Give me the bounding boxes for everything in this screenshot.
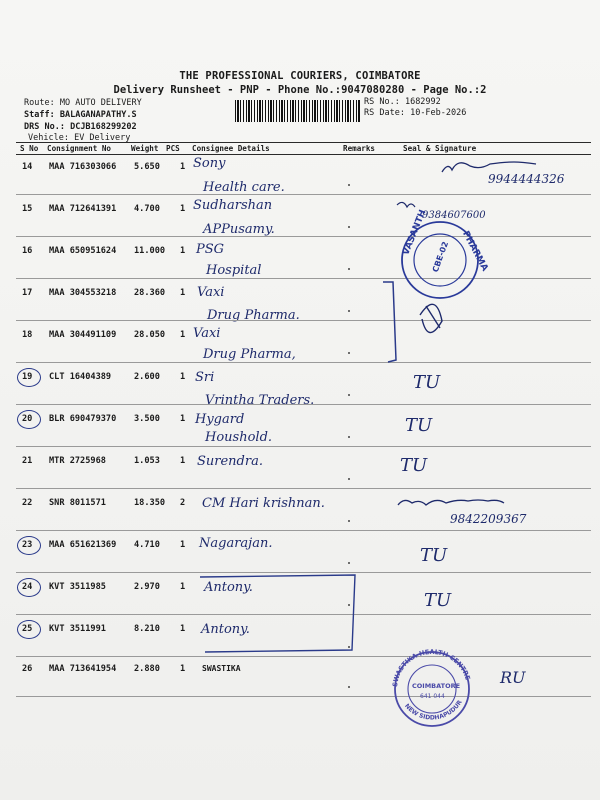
col-consignee: Consignee Details [192,144,270,153]
row-pcs: 1 [180,582,186,592]
row-consignment-no: CLT 16404389 [49,372,112,382]
row-signature: TU [413,372,441,393]
consignee-handwritten-line1: Hygard [195,412,245,427]
consignee-handwritten-line1: Sri [195,370,215,385]
drs-line: DRS No.: DCJB168299202 [24,122,137,132]
row-pcs: 1 [180,372,186,382]
row-consignment-no: MAA 304553218 [49,288,117,298]
row-weight: 2.600 [134,372,160,382]
vehicle-line: Vehicle: EV Delivery [28,133,131,143]
row-consignment-no: MAA 713641954 [49,664,117,674]
row-weight: 2.880 [134,664,160,674]
row-sno: 22 [22,498,33,508]
row-weight: 2.970 [134,582,160,592]
row-sno: 21 [22,456,33,466]
row-weight: 4.710 [134,540,160,550]
row-sno: 26 [22,664,33,674]
row-pcs: 1 [180,246,186,256]
row-signature: TU [400,455,428,476]
consignee-handwritten-line1: Vaxi [197,285,225,300]
stamp-swastika-bottom: NEW SIDDHAPUDUR [403,699,464,722]
row-sno: 23 [22,540,33,550]
row-signature: 9944444326 [488,172,565,186]
row-sno: 25 [22,624,33,634]
signature-scribble-15 [397,202,415,207]
rs-date-line: RS Date: 10-Feb-2026 [364,108,467,118]
consignee-handwritten-line2: Vrintha Traders. [205,393,315,408]
row-pcs: 1 [180,414,186,424]
rs-date-value: 10-Feb-2026 [410,108,467,118]
row-sno: 18 [22,330,33,340]
consignee-handwritten: CM Hari krishnan. [202,496,325,511]
stamp-swastika-ring: SWASTIKA HEALTH CENTRE [391,647,472,688]
row-sno: 24 [22,582,33,592]
row-weight: 28.050 [134,330,166,340]
consignee-handwritten: Antony. [201,622,250,637]
consignee-handwritten-line2: Drug Pharma, [203,347,296,362]
rs-no-line: RS No.: 1682992 [364,97,441,107]
stamp-vasanth-center: CBE-02 [430,240,451,274]
col-remarks: Remarks [343,144,376,153]
runsheet-title: Delivery Runsheet - PNP - Phone No.:9047080280 - Page No.:2 [113,84,487,96]
row-pcs: 1 [180,540,186,550]
consignee-handwritten-line2: Hospital [206,263,262,278]
stamp-vasanth-right: PHARMA [460,229,490,274]
consignee-handwritten-line1: Sudharshan [193,198,273,213]
row-weight: 8.210 [134,624,160,634]
row-signature: RU [500,668,526,687]
consignee-handwritten-line2: APPusamy. [203,222,275,237]
row-weight: 28.360 [134,288,166,298]
row-pcs: 1 [180,204,186,214]
stamp-vasanth-top: VASANTH [401,208,429,257]
row-pcs: 1 [180,162,186,172]
drs-value: DCJB168299202 [70,122,137,132]
row-weight: 1.053 [134,456,160,466]
row-weight: 3.500 [134,414,160,424]
stamp-swastika-center-1: COIMBATORE [412,682,461,690]
row-sno: 16 [22,246,33,256]
row-consignment-no: KVT 3511991 [49,624,106,634]
row-sno: 14 [22,162,33,172]
consignee-handwritten-line1: PSG [196,242,225,257]
consignee-handwritten-line2: Health care. [203,180,285,195]
signature-scribble-22 [398,500,504,505]
route-value: MO AUTO DELIVERY [59,98,142,108]
col-seal: Seal & Signature [403,144,477,153]
row-consignment-no: SNR 8011571 [49,498,106,508]
consignee-handwritten-line1: Vaxi [193,326,221,341]
row-signature: TU [420,545,448,566]
col-consignment: Consignment No [47,144,112,153]
col-pcs: PCS [166,144,180,153]
row-consignment-no: MAA 651621369 [49,540,117,550]
row-sno: 15 [22,204,33,214]
stamp-swastika [391,648,472,726]
row-consignment-no: MAA 712641391 [49,204,117,214]
row-signature: 9384607600 [422,210,486,221]
col-weight: Weight [131,144,159,153]
row-consignee: SWASTIKA [202,664,241,673]
consignee-handwritten-line1: Sony [193,156,226,171]
bracket-17-18 [383,282,396,362]
row-consignment-no: KVT 3511985 [49,582,106,592]
row-sno: 17 [22,288,33,298]
row-signature: 9842209367 [450,512,527,526]
row-signature: TU [424,590,452,611]
row-pcs: 1 [180,664,186,674]
rs-no-value: 1682992 [404,97,441,107]
consignee-handwritten: Antony. [204,580,253,595]
stamp-vasanth [401,208,489,298]
stamp-swastika-center-2: 641 044 [420,693,445,700]
vehicle-value: EV Delivery [74,133,131,143]
row-consignment-no: MTR 2725968 [49,456,106,466]
consignee-handwritten-line2: Houshold. [205,430,273,445]
row-consignment-no: BLR 690479370 [49,414,117,424]
bracket-24-25 [200,575,355,652]
row-pcs: 1 [180,456,186,466]
signature-scribble-14 [442,162,536,172]
row-weight: 11.000 [134,246,166,256]
company-title: THE PROFESSIONAL COURIERS, COIMBATORE [179,70,421,82]
consignee-handwritten: Surendra. [197,454,263,469]
row-weight: 18.350 [134,498,166,508]
row-signature: TU [405,415,433,436]
staff-line: Staff: BALAGANAPATHY.S [24,110,137,120]
row-consignment-no: MAA 304491109 [49,330,117,340]
signature-scribble-18 [420,304,442,332]
row-pcs: 1 [180,624,186,634]
row-pcs: 2 [180,498,186,508]
route-line: Route: MO AUTO DELIVERY [24,98,142,108]
row-sno: 19 [22,372,33,382]
row-pcs: 1 [180,288,186,298]
staff-value: BALAGANAPATHY.S [59,110,137,120]
row-weight: 4.700 [134,204,160,214]
consignee-handwritten: Nagarajan. [199,536,273,551]
row-consignment-no: MAA 650951624 [49,246,117,256]
row-consignment-no: MAA 716303066 [49,162,117,172]
row-weight: 5.650 [134,162,160,172]
row-pcs: 1 [180,330,186,340]
consignee-handwritten-line2: Drug Pharma. [207,308,300,323]
col-sno: S No [20,144,39,153]
row-sno: 20 [22,414,33,424]
